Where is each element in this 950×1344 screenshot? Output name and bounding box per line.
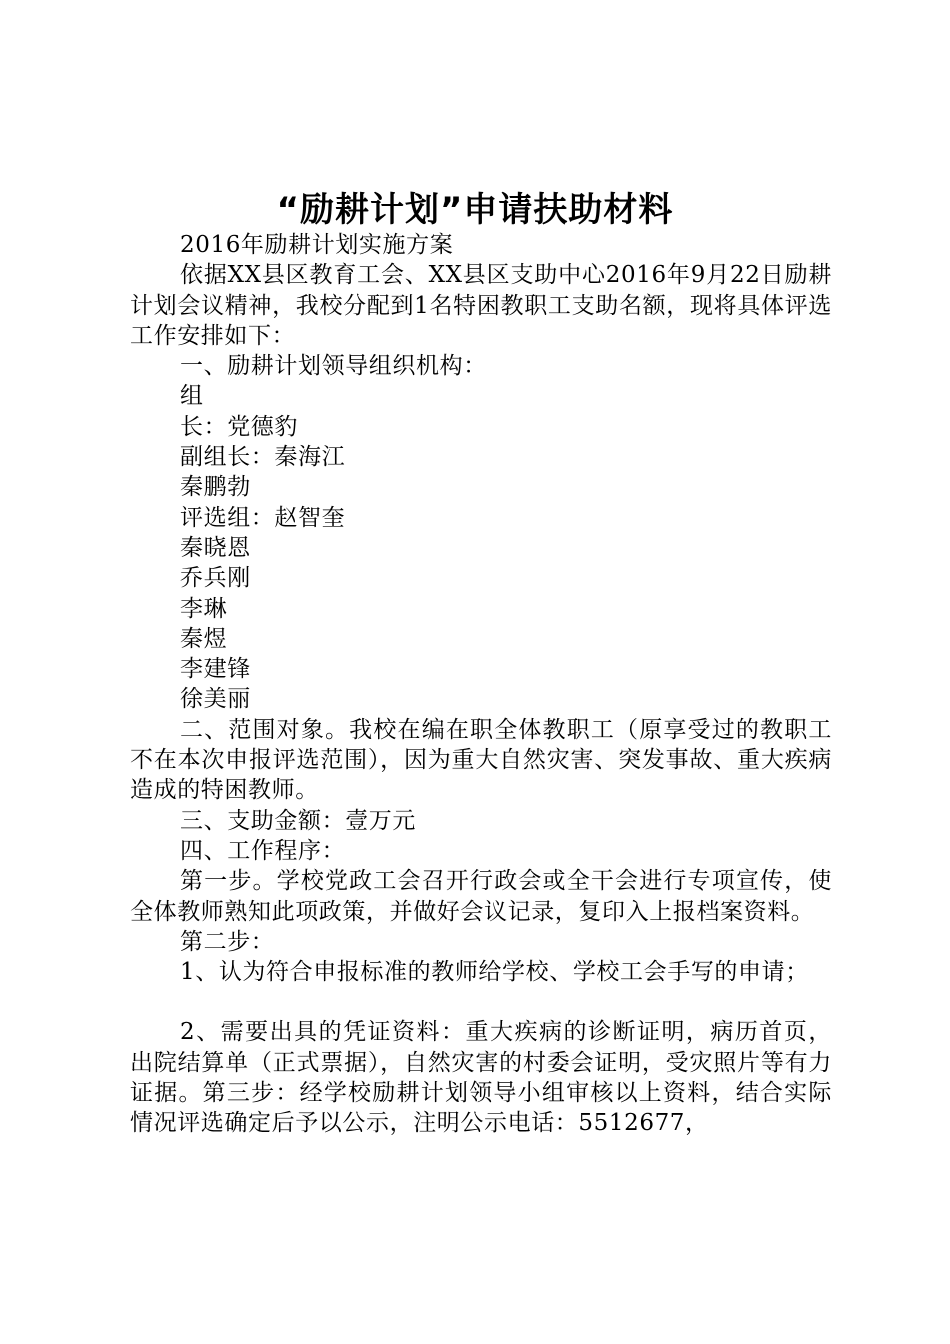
paragraph-item-2: 2、需要出具的凭证资料：重大疾病的诊断证明，病历首页，出院结算单（正式票据），自然灾害的村委会证明，受灾照片等有力证据。第三步：经学校励耕计划领导小组审核以上资料，结合实际情况评选确定后予以公示，注明公示电话：5512677， (130, 1019, 832, 1137)
paragraph-member: 李琳 (180, 595, 228, 622)
paragraph-section-3: 三、支助金额：壹万元 (180, 807, 416, 834)
paragraph-step-1: 第一步。学校党政工会召开行政会或全干会进行专项宣传，使全体教师熟知此项政策，并做好会议记录，复印入上报档案资料。 (130, 868, 832, 925)
paragraph-member: 李建锋 (180, 656, 251, 683)
paragraph-item-1: 1、认为符合申报标准的教师给学校、学校工会手写的申请； (180, 959, 809, 986)
paragraph-member: 秦煜 (180, 625, 228, 652)
paragraph-member: 徐美丽 (180, 686, 251, 713)
paragraph-member: 组 (180, 383, 204, 410)
paragraph-plan-title: 2016年励耕计划实施方案 (180, 232, 454, 258)
paragraph-intro: 依据XX县区教育工会、XX县区支助中心2016年9月22日励耕计划会议精神，我校分配到1名特困教职工支助名额，现将具体评选工作安排如下： (130, 262, 832, 349)
paragraph-member: 副组长：秦海江 (180, 444, 346, 471)
paragraph-section-4: 四、工作程序： (180, 837, 346, 864)
paragraph-step-2: 第二步： (180, 928, 275, 955)
paragraph-member: 秦鹏勃 (180, 474, 251, 501)
document-body (130, 230, 832, 1139)
paragraph-member: 长：党德豹 (180, 413, 298, 440)
paragraph-member: 乔兵刚 (180, 565, 251, 592)
document-title: “励耕计划”申请扶助材料 (276, 190, 674, 230)
paragraph-member: 评选组：赵智奎 (180, 504, 346, 531)
paragraph-section-2: 二、范围对象。我校在编在职全体教职工（原享受过的教职工不在本次申报评选范围），因为重大自然灾害、突发事故、重大疾病造成的特困教师。 (130, 716, 832, 804)
paragraph-member: 秦晓恩 (180, 534, 251, 561)
paragraph-spacer (130, 987, 832, 1017)
paragraph-section-1: 一、励耕计划领导组织机构： (180, 353, 487, 380)
